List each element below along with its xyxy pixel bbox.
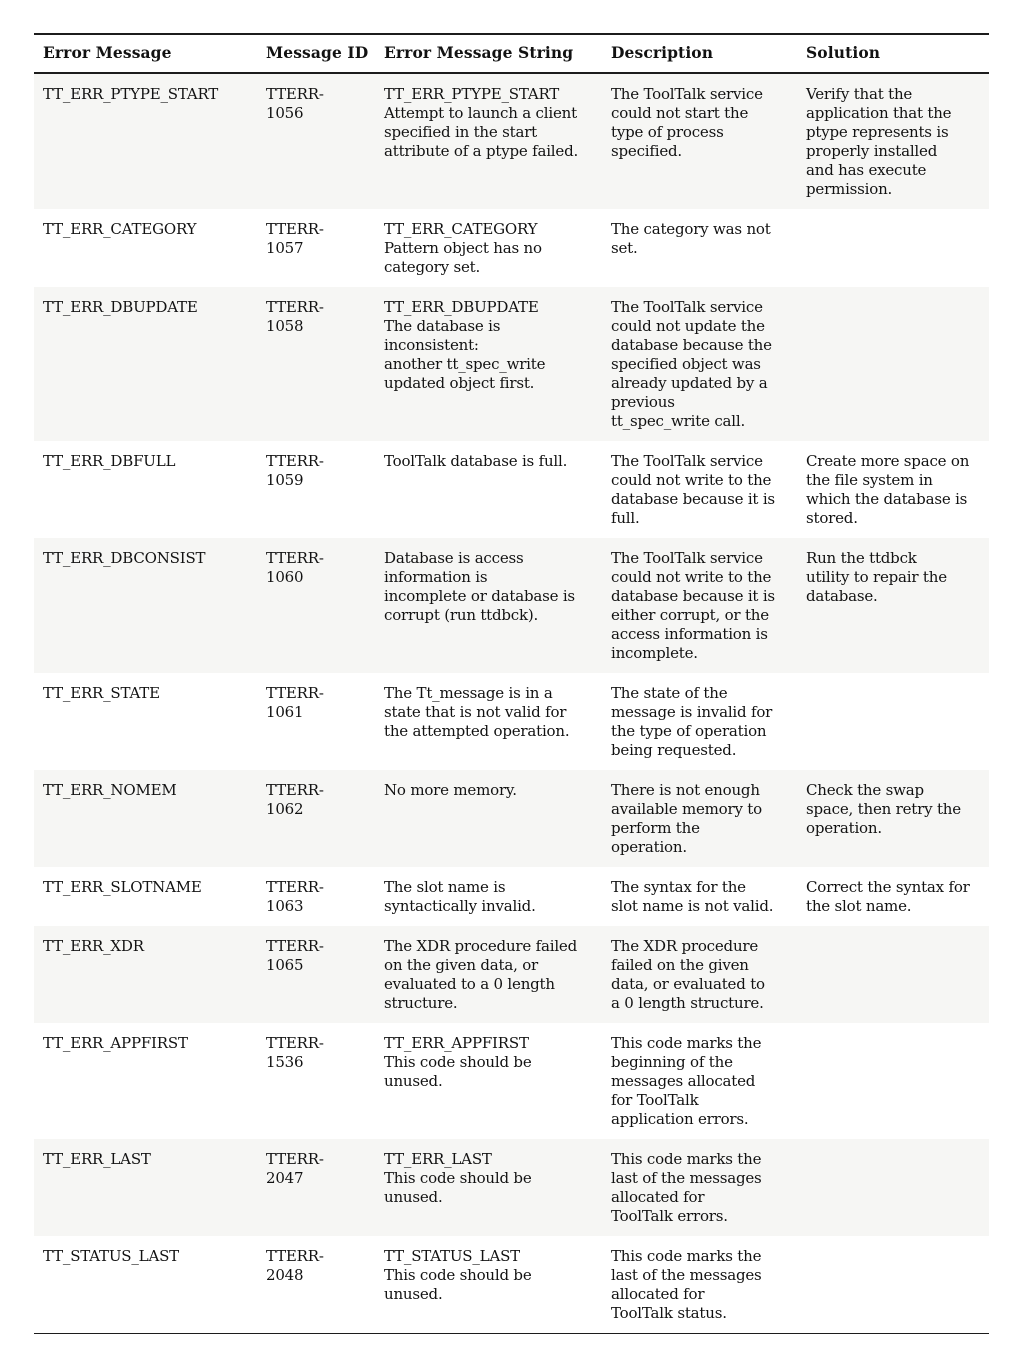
- message-id-cell: TTERR- 1065: [266, 937, 324, 974]
- description-cell: This code marks the last of the messages allocated for ToolTalk status.: [611, 1247, 762, 1322]
- solution-cell: [806, 673, 989, 770]
- error-message-string-cell: The slot name is syntactically invalid.: [384, 878, 536, 915]
- error-message-cell: TT_ERR_STATE: [43, 684, 160, 702]
- error-message-string-cell: TT_ERR_DBUPDATE The database is inconsistent: another tt_spec_write updated object first.: [384, 298, 546, 392]
- header-error-message: Error Message: [43, 43, 172, 62]
- error-table-body: [34, 74, 989, 1333]
- description-cell: The ToolTalk service could not update the database because the specified object was already updated by a previous tt_spec_write call.: [611, 298, 772, 430]
- message-id-cell: TTERR- 1060: [266, 549, 324, 586]
- message-id-cell: TTERR- 1058: [266, 298, 324, 335]
- table-row: [34, 926, 989, 1023]
- table-row: [34, 287, 989, 441]
- error-message-string-cell: ToolTalk database is full.: [384, 452, 568, 470]
- table-row: [34, 74, 989, 209]
- description-cell: The ToolTalk service could not write to the database because it is full.: [611, 452, 775, 527]
- error-message-string-cell: TT_ERR_LAST This code should be unused.: [384, 1150, 532, 1206]
- header-solution: Solution: [806, 43, 881, 62]
- error-message-cell: TT_ERR_SLOTNAME: [43, 878, 202, 896]
- description-cell: This code marks the last of the messages allocated for ToolTalk errors.: [611, 1150, 762, 1225]
- message-id-cell: TTERR- 1062: [266, 781, 324, 818]
- error-message-string-cell: The Tt_message is in a state that is not valid for the attempted operation.: [384, 684, 570, 740]
- message-id-cell: TTERR- 1059: [266, 452, 324, 489]
- error-message-string-cell: Database is access information is incomplete or database is corrupt (run ttdbck).: [384, 549, 575, 624]
- error-message-cell: TT_ERR_PTYPE_START: [43, 85, 219, 103]
- table-row: [34, 867, 989, 926]
- table-row: [34, 673, 989, 770]
- solution-cell: [806, 1236, 989, 1333]
- error-message-cell: TT_ERR_CATEGORY: [43, 220, 197, 238]
- message-id-cell: TTERR- 1056: [266, 85, 324, 122]
- table-header-row: [34, 35, 989, 74]
- error-message-cell: TT_ERR_DBFULL: [43, 452, 176, 470]
- solution-cell: [806, 926, 989, 1023]
- description-cell: The XDR procedure failed on the given data, or evaluated to a 0 length structure.: [611, 937, 765, 1012]
- description-cell: The ToolTalk service could not write to the database because it is either corrupt, or the access information is incomplete.: [611, 549, 775, 662]
- description-cell: There is not enough available memory to perform the operation.: [611, 781, 762, 856]
- table-row: [34, 209, 989, 287]
- table-row: [34, 770, 989, 867]
- description-cell: The syntax for the slot name is not valid.: [611, 878, 774, 915]
- solution-cell: Check the swap space, then retry the operation.: [806, 781, 961, 837]
- message-id-cell: TTERR- 2048: [266, 1247, 324, 1284]
- error-message-cell: TT_ERR_DBUPDATE: [43, 298, 198, 316]
- solution-cell: [806, 209, 989, 287]
- error-message-cell: TT_STATUS_LAST: [43, 1247, 179, 1265]
- error-message-string-cell: TT_ERR_APPFIRST This code should be unused.: [384, 1034, 532, 1090]
- solution-cell: [806, 1139, 989, 1236]
- error-message-string-cell: TT_STATUS_LAST This code should be unused.: [384, 1247, 532, 1303]
- solution-cell: Create more space on the file system in which the database is stored.: [806, 452, 970, 527]
- error-message-cell: TT_ERR_NOMEM: [43, 781, 177, 799]
- table-row: [34, 1236, 989, 1333]
- solution-cell: [806, 287, 989, 441]
- solution-cell: Verify that the application that the ptype represents is properly installed and has execute permission.: [806, 85, 952, 198]
- error-message-string-cell: No more memory.: [384, 781, 517, 799]
- header-description: Description: [611, 43, 714, 62]
- error-message-cell: TT_ERR_XDR: [43, 937, 144, 955]
- header-message-id: Message ID: [266, 43, 369, 62]
- error-message-cell: TT_ERR_LAST: [43, 1150, 151, 1168]
- error-message-string-cell: TT_ERR_PTYPE_START Attempt to launch a client specified in the start attribute of a ptype failed.: [384, 85, 579, 160]
- table-row: [34, 1023, 989, 1139]
- message-id-cell: TTERR- 1536: [266, 1034, 324, 1071]
- header-error-message-string: Error Message String: [384, 43, 574, 62]
- table-row: [34, 1139, 989, 1236]
- error-message-string-cell: TT_ERR_CATEGORY Pattern object has no category set.: [384, 220, 542, 276]
- error-message-string-cell: The XDR procedure failed on the given data, or evaluated to a 0 length structure.: [384, 937, 578, 1012]
- description-cell: The category was not set.: [611, 220, 771, 257]
- message-id-cell: TTERR- 2047: [266, 1150, 324, 1187]
- error-message-table: [34, 33, 989, 1334]
- table-row: [34, 441, 989, 538]
- message-id-cell: TTERR- 1061: [266, 684, 324, 721]
- error-message-cell: TT_ERR_DBCONSIST: [43, 549, 206, 567]
- error-message-cell: TT_ERR_APPFIRST: [43, 1034, 188, 1052]
- description-cell: The state of the message is invalid for the type of operation being requested.: [611, 684, 773, 759]
- solution-cell: Run the ttdbck utility to repair the database.: [806, 549, 947, 605]
- solution-cell: Correct the syntax for the slot name.: [806, 878, 970, 915]
- description-cell: The ToolTalk service could not start the type of process specified.: [611, 85, 763, 160]
- message-id-cell: TTERR- 1063: [266, 878, 324, 915]
- table-row: [34, 538, 989, 673]
- solution-cell: [806, 1023, 989, 1139]
- description-cell: This code marks the beginning of the messages allocated for ToolTalk application errors.: [611, 1034, 762, 1128]
- message-id-cell: TTERR- 1057: [266, 220, 324, 257]
